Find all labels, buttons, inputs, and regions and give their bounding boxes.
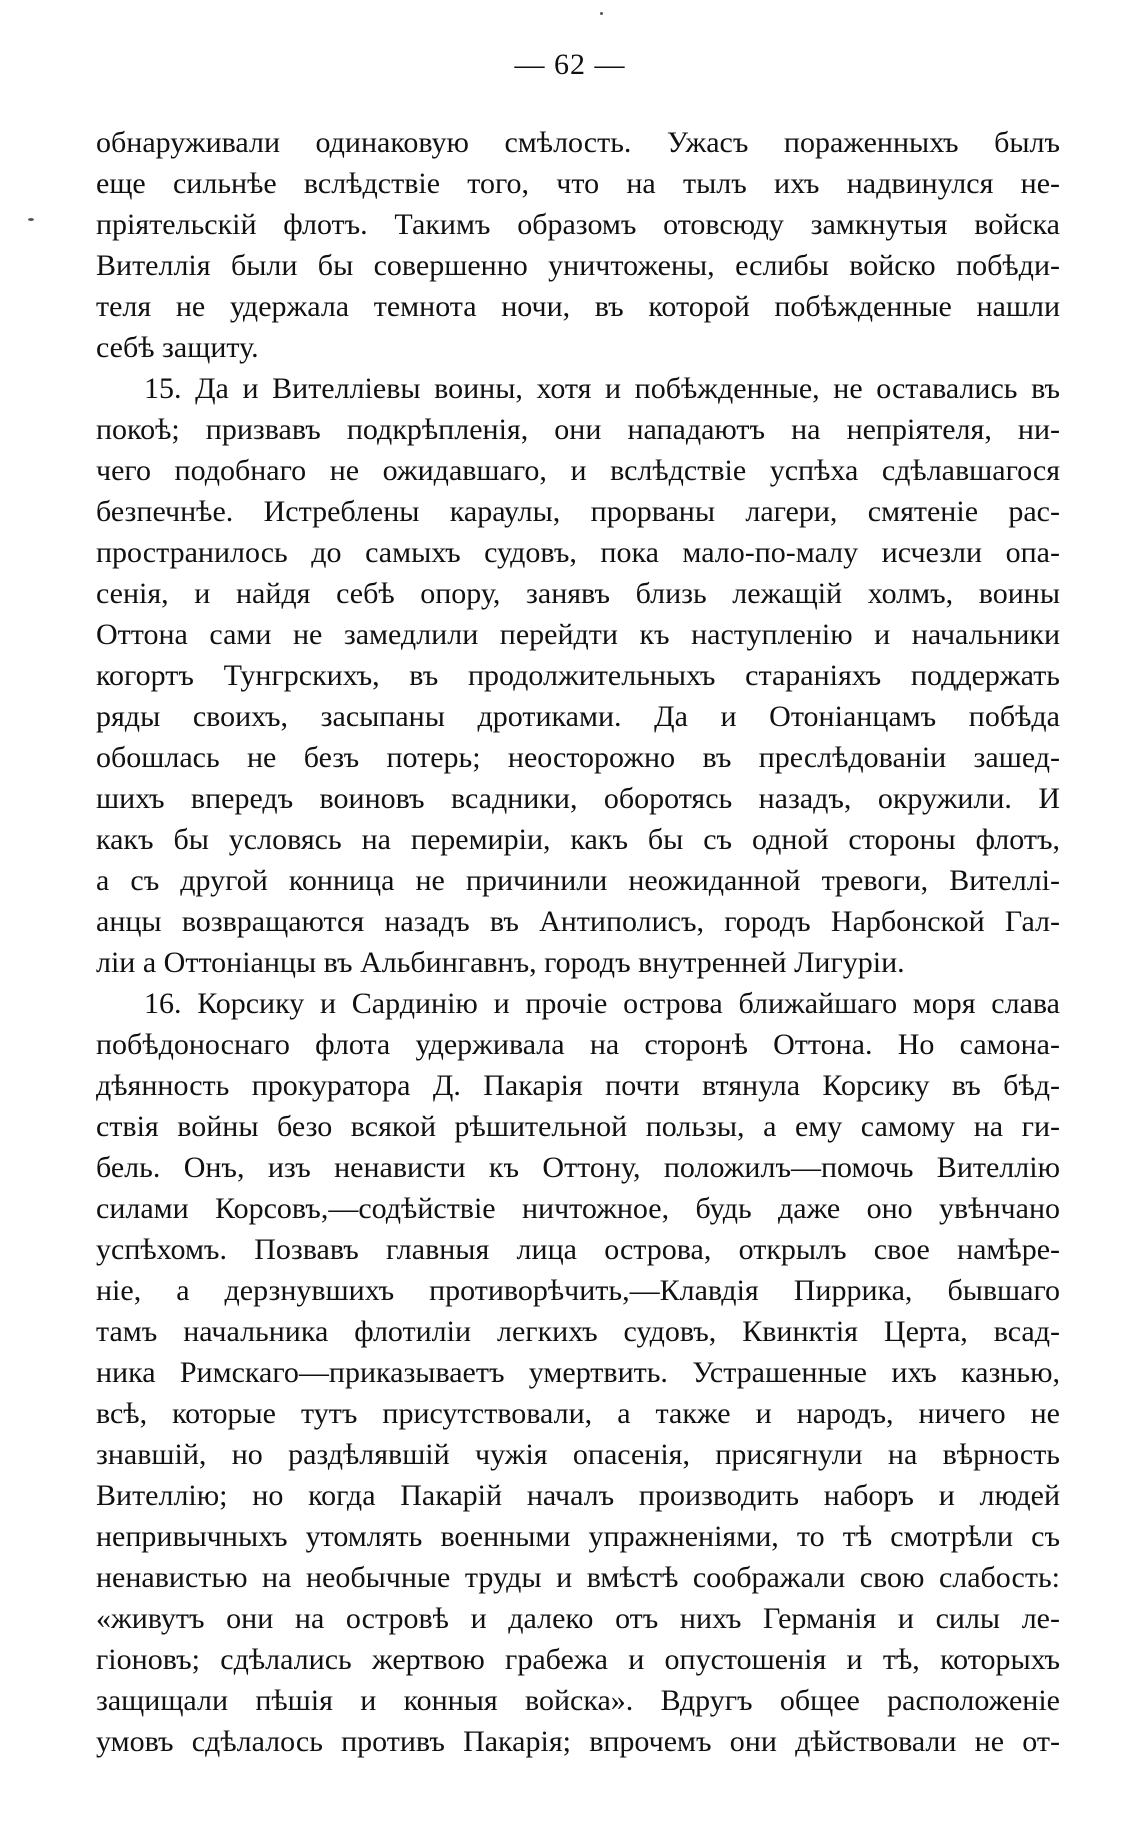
text-line: ненавистью на необычные труды и вмѣстѣ соображали свою слабость:	[96, 1561, 1060, 1594]
text-line: Вителлія были бы совершенно уничтожены, еслибы войско побѣди-	[96, 249, 1060, 282]
text-line: ствія войны безо всякой рѣшительной пользы, а ему самому на ги-	[96, 1110, 1060, 1143]
text-line: безпечнѣе. Истреблены караулы, прорваны лагери, смятеніе рас-	[96, 495, 1060, 528]
text-line: еще сильнѣе вслѣдствіе того, что на тылъ ихъ надвинулся не-	[96, 167, 1060, 200]
body-text	[96, 122, 1060, 1762]
text-line: пространилось до самыхъ судовъ, пока мало-по-малу исчезли опа-	[96, 536, 1060, 569]
text-line: бель. Онъ, изъ ненависти къ Оттону, положилъ—помочь Вителлію	[96, 1151, 1060, 1184]
text-line: а съ другой конница не причинили неожиданной тревоги, Вителлі-	[96, 864, 1060, 897]
text-line: знавшій, но раздѣлявшій чужія опасенія, присягнули на вѣрность	[96, 1438, 1060, 1471]
text-line: себѣ защиту.	[96, 331, 259, 364]
text-line: тамъ начальника флотиліи легкихъ судовъ, Квинктія Церта, всад-	[96, 1315, 1060, 1348]
text-line: ника Римскаго—приказываетъ умертвить. Устрашенные ихъ казнью,	[96, 1356, 1060, 1389]
text-line: ніе, а дерзнувшихъ противорѣчить,—Клавдія Пиррика, бывшаго	[96, 1274, 1060, 1307]
text-line: шихъ впередъ воиновъ всадники, оборотясь назадъ, окружили. И	[96, 782, 1060, 815]
text-line: теля не удержала темнота ночи, въ которой побѣжденные нашли	[96, 290, 1060, 323]
text-line: гіоновъ; сдѣлались жертвою грабежа и опустошенія и тѣ, которыхъ	[96, 1643, 1060, 1676]
ink-speck	[600, 12, 603, 15]
text-line: 16. Корсику и Сардинію и прочіе острова ближайшаго моря слава	[144, 987, 1060, 1020]
text-line: побѣдоноснаго флота удерживала на сторонѣ Оттона. Но самона-	[96, 1028, 1060, 1061]
text-line: Оттона сами не замедлили перейдти къ наступленію и начальники	[96, 618, 1060, 651]
text-line: 15. Да и Вителліевы воины, хотя и побѣжденные, не оставались въ	[144, 372, 1060, 405]
text-line: умовъ сдѣлалось противъ Пакарія; впрочемъ они дѣйствовали не от-	[96, 1725, 1060, 1758]
text-line: покоѣ; призвавъ подкрѣпленія, они нападаютъ на непріятеля, ни-	[96, 413, 1060, 446]
text-line: когортъ Тунгрскихъ, въ продолжительныхъ стараніяхъ поддержать	[96, 659, 1060, 692]
text-line: чего подобнаго не ожидавшаго, и вслѣдствіе успѣха сдѣлавшагося	[96, 454, 1060, 487]
text-line: защищали пѣшія и конныя войска». Вдругъ общее расположеніе	[96, 1684, 1060, 1717]
text-line: силами Корсовъ,—содѣйствіе ничтожное, будь даже оно увѣнчано	[96, 1192, 1060, 1225]
text-line: обошлась не безъ потерь; неосторожно въ преслѣдованіи зашед-	[96, 741, 1060, 774]
text-line: дѣянность прокуратора Д. Пакарія почти втянула Корсику въ бѣд-	[96, 1069, 1060, 1102]
text-line: ряды своихъ, засыпаны дротиками. Да и Отоніанцамъ побѣда	[96, 700, 1060, 733]
text-line: успѣхомъ. Позвавъ главныя лица острова, открылъ свое намѣре-	[96, 1233, 1060, 1266]
page-number: — 62 —	[514, 48, 626, 81]
text-line: «живутъ они на островѣ и далеко отъ нихъ Германія и силы ле-	[96, 1602, 1060, 1635]
text-line: всѣ, которые тутъ присутствовали, а также и народъ, ничего не	[96, 1397, 1060, 1430]
text-line: обнаруживали одинаковую смѣлость. Ужасъ пораженныхъ былъ	[96, 126, 1060, 159]
text-line: какъ бы условясь на перемиріи, какъ бы съ одной стороны флотъ,	[96, 823, 1060, 856]
text-line: анцы возвращаются назадъ въ Антиполисъ, городъ Нарбонской Гал-	[96, 905, 1060, 938]
text-line: непривычныхъ утомлять военными упражненіями, то тѣ смотрѣли съ	[96, 1520, 1060, 1553]
ink-speck	[28, 218, 34, 221]
text-line: ліи а Оттоніанцы въ Альбингавнъ, городъ внутренней Лигуріи.	[96, 946, 905, 979]
text-line: сенія, и найдя себѣ опору, занявъ близь лежащій холмъ, воины	[96, 577, 1060, 610]
text-line: пріятельскій флотъ. Такимъ образомъ отовсюду замкнутыя войска	[96, 208, 1060, 241]
text-line: Вителлію; но когда Пакарій началъ производить наборъ и людей	[96, 1479, 1060, 1512]
